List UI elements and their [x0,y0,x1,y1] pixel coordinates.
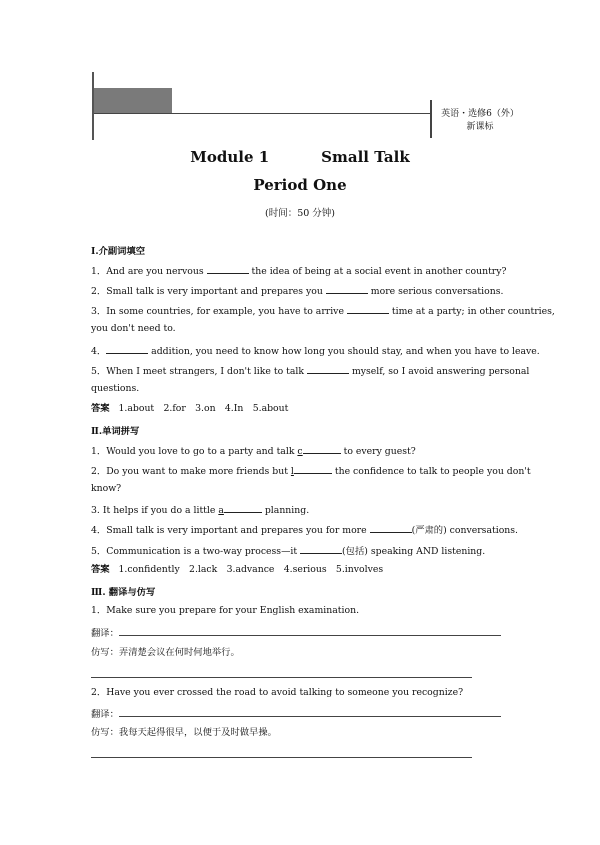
answer-values: 1.about 2.for 3.on 4.In 5.about [118,403,289,414]
s1-answers [91,402,511,415]
header-tag-course: 英语・选修6（外） [441,109,519,119]
module-topic: Small Talk [321,148,410,166]
s3-q2-translate: 翻译： [91,706,511,721]
s1-question-2: 2．Small talk is very important and prepares you more serious conversations. [91,283,511,298]
s2-question-5: 5．Communication is a two-way process—it (包括) speaking AND listening. [91,543,511,558]
s2-question-4: 4．Small talk is very important and prepares you for more (严肃的) conversations. [91,522,511,537]
s3-question-1: 1．Make sure you prepare for your English examination. [91,605,360,616]
header-horizontal-rule [94,113,432,114]
s2-answers [91,563,511,576]
s3-question-2: 2．Have you ever crossed the road to avoid talking to someone you recognize? [91,687,464,698]
header-tag [440,108,520,134]
header-divider [430,100,432,138]
s2-question-1: 1．Would you love to go to a party and talk c to every guest? [91,443,511,458]
answer-values: 1.confidently 2.lack 3.advance 4.serious 5.involves [118,564,384,575]
s3-q1-imitate: 仿写：弄清楚会议在何时何地举行。 [91,647,240,658]
section3-heading: Ⅲ. 翻译与仿写 [91,587,156,598]
s1-question-3-cont: you don't need to. [91,323,176,334]
translate-answer-line [119,625,501,636]
s3-q1-answer-line [91,676,472,678]
s1-question-3: 3．In some countries, for example, you have to arrive time at a party; in other countries, [91,303,511,318]
translate-answer-line [119,706,501,717]
header-gray-block [94,88,172,114]
module-title [0,148,600,166]
s2-question-2-cont: know? [91,483,122,494]
s2-question-2: 2．Do you want to make more friends but l the confidence to talk to people you don't [91,463,511,478]
section2-heading: Ⅱ.单词拼写 [91,426,140,437]
s2-question-3: 3. It helps if you do a little a planning. [91,502,511,517]
time-limit: (时间：50 分钟) [264,208,336,219]
section1-heading: Ⅰ.介副词填空 [91,246,146,257]
answer-label: 答案 [91,403,110,414]
s1-question-5: 5．When I meet strangers, I don't like to talk myself, so I avoid answering personal [91,363,511,378]
s1-question-4: 4． addition, you need to know how long you should stay, and when you have to leave. [91,343,511,358]
s3-q1-translate: 翻译： [91,625,511,640]
s3-q2-answer-line [91,756,472,758]
s1-question-5-cont: questions. [91,383,140,394]
module-number: Module 1 [190,148,270,166]
s1-question-1: 1．And are you nervous the idea of being at a social event in another country? [91,263,511,278]
s3-q2-imitate: 仿写：我每天起得很早，以便于及时做早操。 [91,727,277,738]
period-title: Period One [253,176,347,194]
header-tag-edition: 新课标 [466,122,494,132]
answer-label: 答案 [91,564,110,575]
